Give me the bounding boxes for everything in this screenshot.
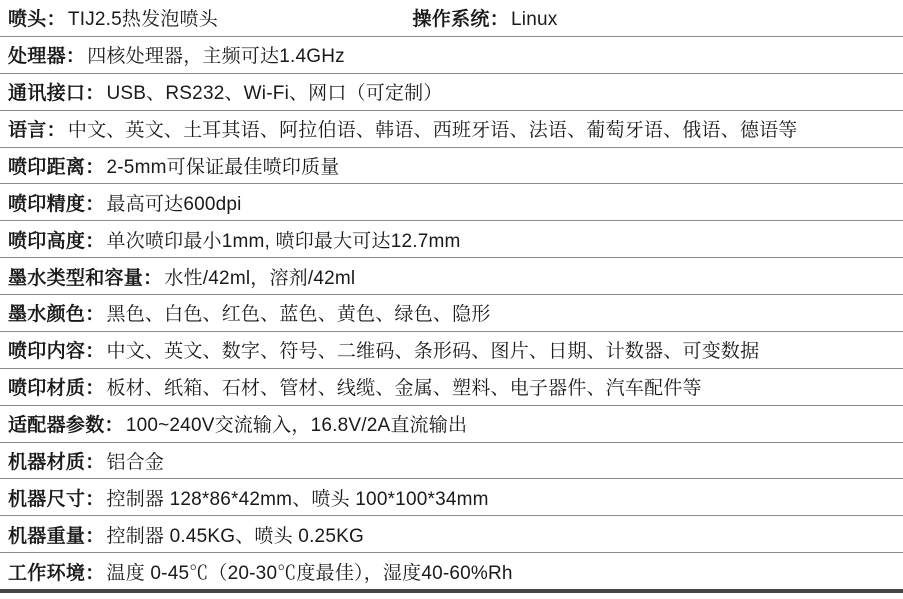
spec-value-machine-material: 铝合金	[106, 451, 165, 473]
spec-cell-adapter-params	[8, 410, 467, 437]
spec-row-interfaces	[0, 74, 903, 111]
spec-cell-os	[413, 4, 558, 31]
spec-label-processor: 处理器：	[8, 46, 86, 68]
spec-row-ink-type-capacity	[0, 258, 903, 295]
spec-label-ink-colors: 墨水颜色：	[8, 304, 105, 326]
spec-row-ink-colors	[0, 295, 903, 332]
spec-cell-machine-material	[8, 447, 164, 474]
spec-label-work-environment: 工作环境：	[8, 562, 105, 584]
spec-value-processor: 四核处理器，主频可达1.4GHz	[87, 46, 345, 68]
spec-label-print-height: 喷印高度：	[8, 230, 105, 252]
spec-value-os: Linux	[511, 9, 558, 31]
spec-row-printhead-os	[0, 0, 903, 37]
spec-label-print-distance: 喷印距离：	[8, 156, 105, 178]
spec-label-interfaces: 通讯接口：	[8, 83, 105, 105]
spec-cell-print-height	[8, 226, 461, 253]
spec-row-languages	[0, 111, 903, 148]
spec-value-print-materials: 板材、纸箱、石材、管材、线缆、金属、塑料、电子器件、汽车配件等	[106, 378, 702, 400]
spec-row-print-precision	[0, 184, 903, 221]
spec-label-print-materials: 喷印材质：	[8, 378, 105, 400]
spec-value-print-distance: 2-5mm可保证最佳喷印质量	[106, 156, 340, 178]
spec-label-print-precision: 喷印精度：	[8, 193, 105, 215]
spec-label-os: 操作系统：	[412, 9, 510, 31]
spec-label-print-content: 喷印内容：	[8, 341, 105, 363]
spec-cell-print-distance	[8, 152, 339, 179]
spec-row-print-distance	[0, 148, 903, 185]
spec-cell-ink-type-capacity	[8, 263, 355, 290]
spec-cell-print-precision	[8, 189, 242, 216]
spec-cell-interfaces	[8, 78, 443, 105]
spec-cell-printhead	[8, 4, 413, 31]
spec-label-ink-type-capacity: 墨水类型和容量：	[8, 267, 163, 289]
spec-label-languages: 语言：	[8, 120, 66, 142]
spec-value-machine-size: 控制器 128*86*42mm、喷头 100*100*34mm	[106, 488, 489, 510]
spec-value-print-precision: 最高可达600dpi	[106, 193, 242, 215]
spec-row-machine-size	[0, 479, 903, 516]
bottom-whitespace	[0, 593, 903, 599]
spec-row-machine-material	[0, 443, 903, 480]
spec-cell-processor	[8, 41, 345, 68]
spec-cell-machine-size	[8, 484, 489, 511]
spec-row-print-height	[0, 221, 903, 258]
spec-label-machine-weight: 机器重量：	[8, 525, 105, 547]
spec-label-machine-material: 机器材质：	[8, 451, 105, 473]
spec-value-interfaces: USB、RS232、Wi-Fi、网口（可定制）	[106, 83, 443, 105]
spec-label-printhead: 喷头：	[8, 9, 66, 31]
spec-row-machine-weight	[0, 516, 903, 553]
spec-cell-languages	[8, 115, 798, 142]
spec-value-adapter-params: 100~240V交流输入，16.8V/2A直流输出	[125, 415, 468, 437]
spec-row-processor	[0, 37, 903, 74]
spec-value-ink-type-capacity: 水性/42ml，溶剂/42ml	[164, 267, 356, 289]
spec-value-machine-weight: 控制器 0.45KG、喷头 0.25KG	[106, 525, 364, 547]
spec-value-printhead: TIJ2.5热发泡喷头	[67, 9, 218, 31]
spec-row-work-environment	[0, 553, 903, 589]
spec-cell-print-content	[8, 336, 759, 363]
spec-cell-ink-colors	[8, 299, 491, 326]
spec-value-print-height: 单次喷印最小1mm, 喷印最大可达12.7mm	[106, 230, 461, 252]
spec-cell-machine-weight	[8, 521, 364, 548]
spec-value-languages: 中文、英文、土耳其语、阿拉伯语、韩语、西班牙语、法语、葡萄牙语、俄语、德语等	[67, 120, 798, 142]
spec-label-adapter-params: 适配器参数：	[8, 415, 124, 437]
spec-cell-work-environment	[8, 558, 513, 585]
spec-row-print-materials	[0, 369, 903, 406]
spec-label-machine-size: 机器尺寸：	[8, 488, 105, 510]
spec-value-print-content: 中文、英文、数字、符号、二维码、条形码、图片、日期、计数器、可变数据	[106, 341, 760, 363]
spec-row-adapter-params	[0, 406, 903, 443]
spec-value-ink-colors: 黑色、白色、红色、蓝色、黄色、绿色、隐形	[106, 304, 491, 326]
spec-value-work-environment: 温度 0-45℃（20-30℃度最佳），湿度40-60%Rh	[106, 562, 513, 584]
spec-cell-print-materials	[8, 373, 702, 400]
spec-row-print-content	[0, 332, 903, 369]
